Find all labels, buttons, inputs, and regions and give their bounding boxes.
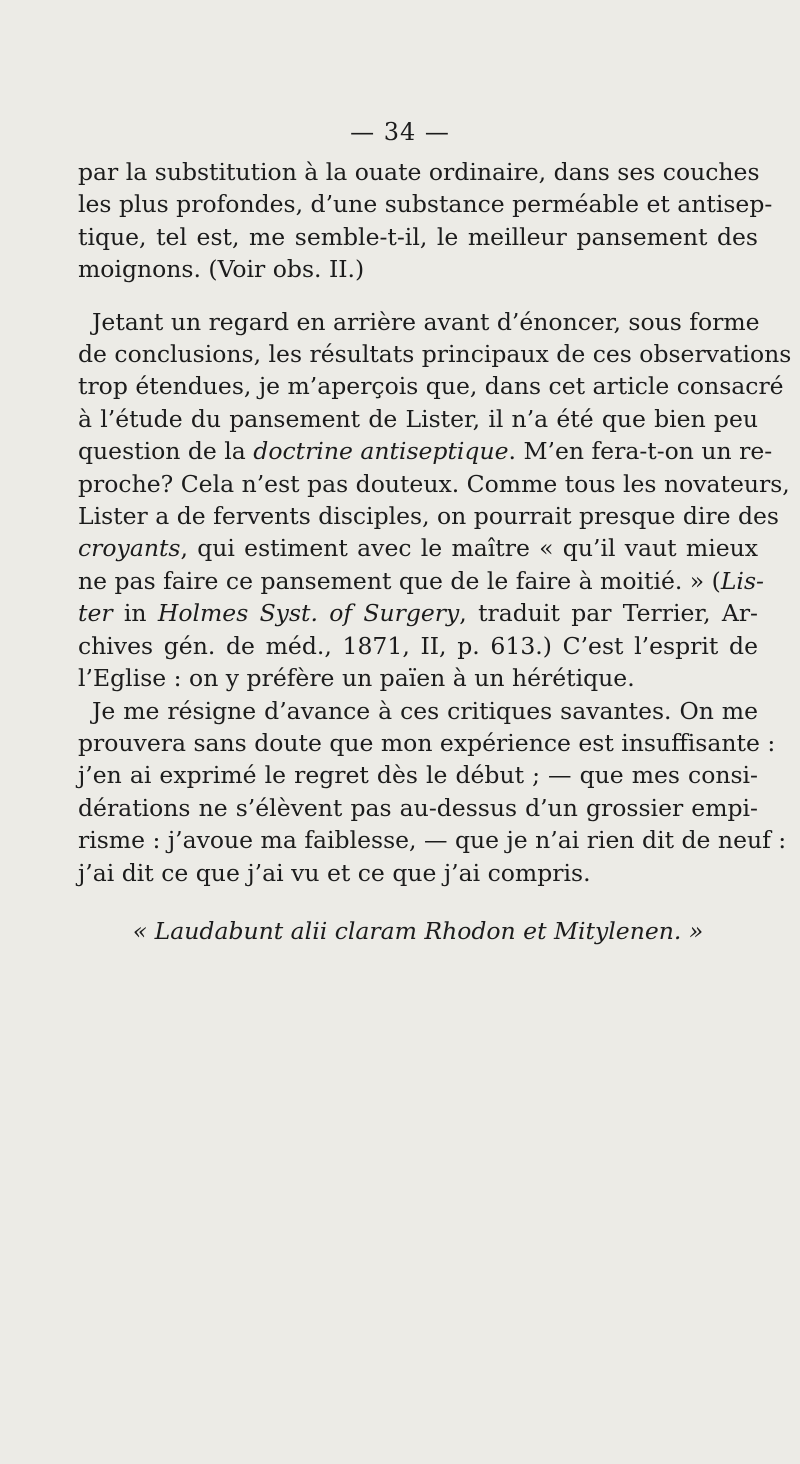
text-line: à l’étude du pansement de Lister, il n’a été que bien peu (78, 404, 758, 433)
paragraph-1 (78, 156, 773, 286)
text-line: proche? Cela n’est pas douteux. Comme tous les novateurs, (78, 469, 790, 498)
text-line: Jetant un regard en arrière avant d’énoncer, sous forme (92, 307, 760, 336)
paragraph-3 (78, 695, 787, 889)
page-number: — 34 — (350, 118, 450, 146)
body-text (78, 156, 792, 947)
text-line: ter in Holmes Syst. of Surgery, traduit par Terrier, Ar- (78, 599, 758, 628)
closing-quotation: « Laudabunt alii claram Rhodon et Mitylenen. » (132, 916, 704, 945)
text-line: croyants, qui estiment avec le maître « qu’il vaut mieux (78, 534, 758, 563)
text-line: j’ai dit ce que j’ai vu et ce que j’ai compris. (78, 858, 591, 887)
paragraph-2 (78, 306, 792, 695)
text-line: Je me résigne d’avance à ces critiques savantes. On me (92, 696, 758, 725)
text-line: moignons. (Voir obs. II.) (78, 255, 365, 284)
text-line: tique, tel est, me semble-t-il, le meilleur pansement des (78, 222, 758, 251)
text-line: prouvera sans doute que mon expérience est insuffisante : (78, 728, 776, 757)
text-line: dérations ne s’élèvent pas au-dessus d’un grossier empi- (78, 793, 758, 822)
text-line: question de la doctrine antiseptique. M’en fera-t-on un re- (78, 437, 773, 466)
text-line: risme : j’avoue ma faiblesse, — que je n’ai rien dit de neuf : (78, 826, 787, 855)
text-line: j’en ai exprimé le regret dès le début ; — que mes consi- (78, 761, 758, 790)
text-line: trop étendues, je m’aperçois que, dans cet article consacré (78, 372, 784, 401)
text-line: Lister a de fervents disciples, on pourrait presque dire des (78, 502, 779, 531)
text-line: chives gén. de méd., 1871, II, p. 613.) C’est l’esprit de (78, 631, 758, 660)
text-line: l’Eglise : on y préfère un païen à un hérétique. (78, 664, 635, 693)
text-line: les plus profondes, d’une substance perméable et antisep- (78, 190, 773, 219)
text-line: ne pas faire ce pansement que de le faire à moitié. » (Lis- (78, 566, 764, 595)
text-line: de conclusions, les résultats principaux de ces observations (78, 340, 792, 369)
text-line: par la substitution à la ouate ordinaire, dans ses couches (78, 158, 760, 186)
